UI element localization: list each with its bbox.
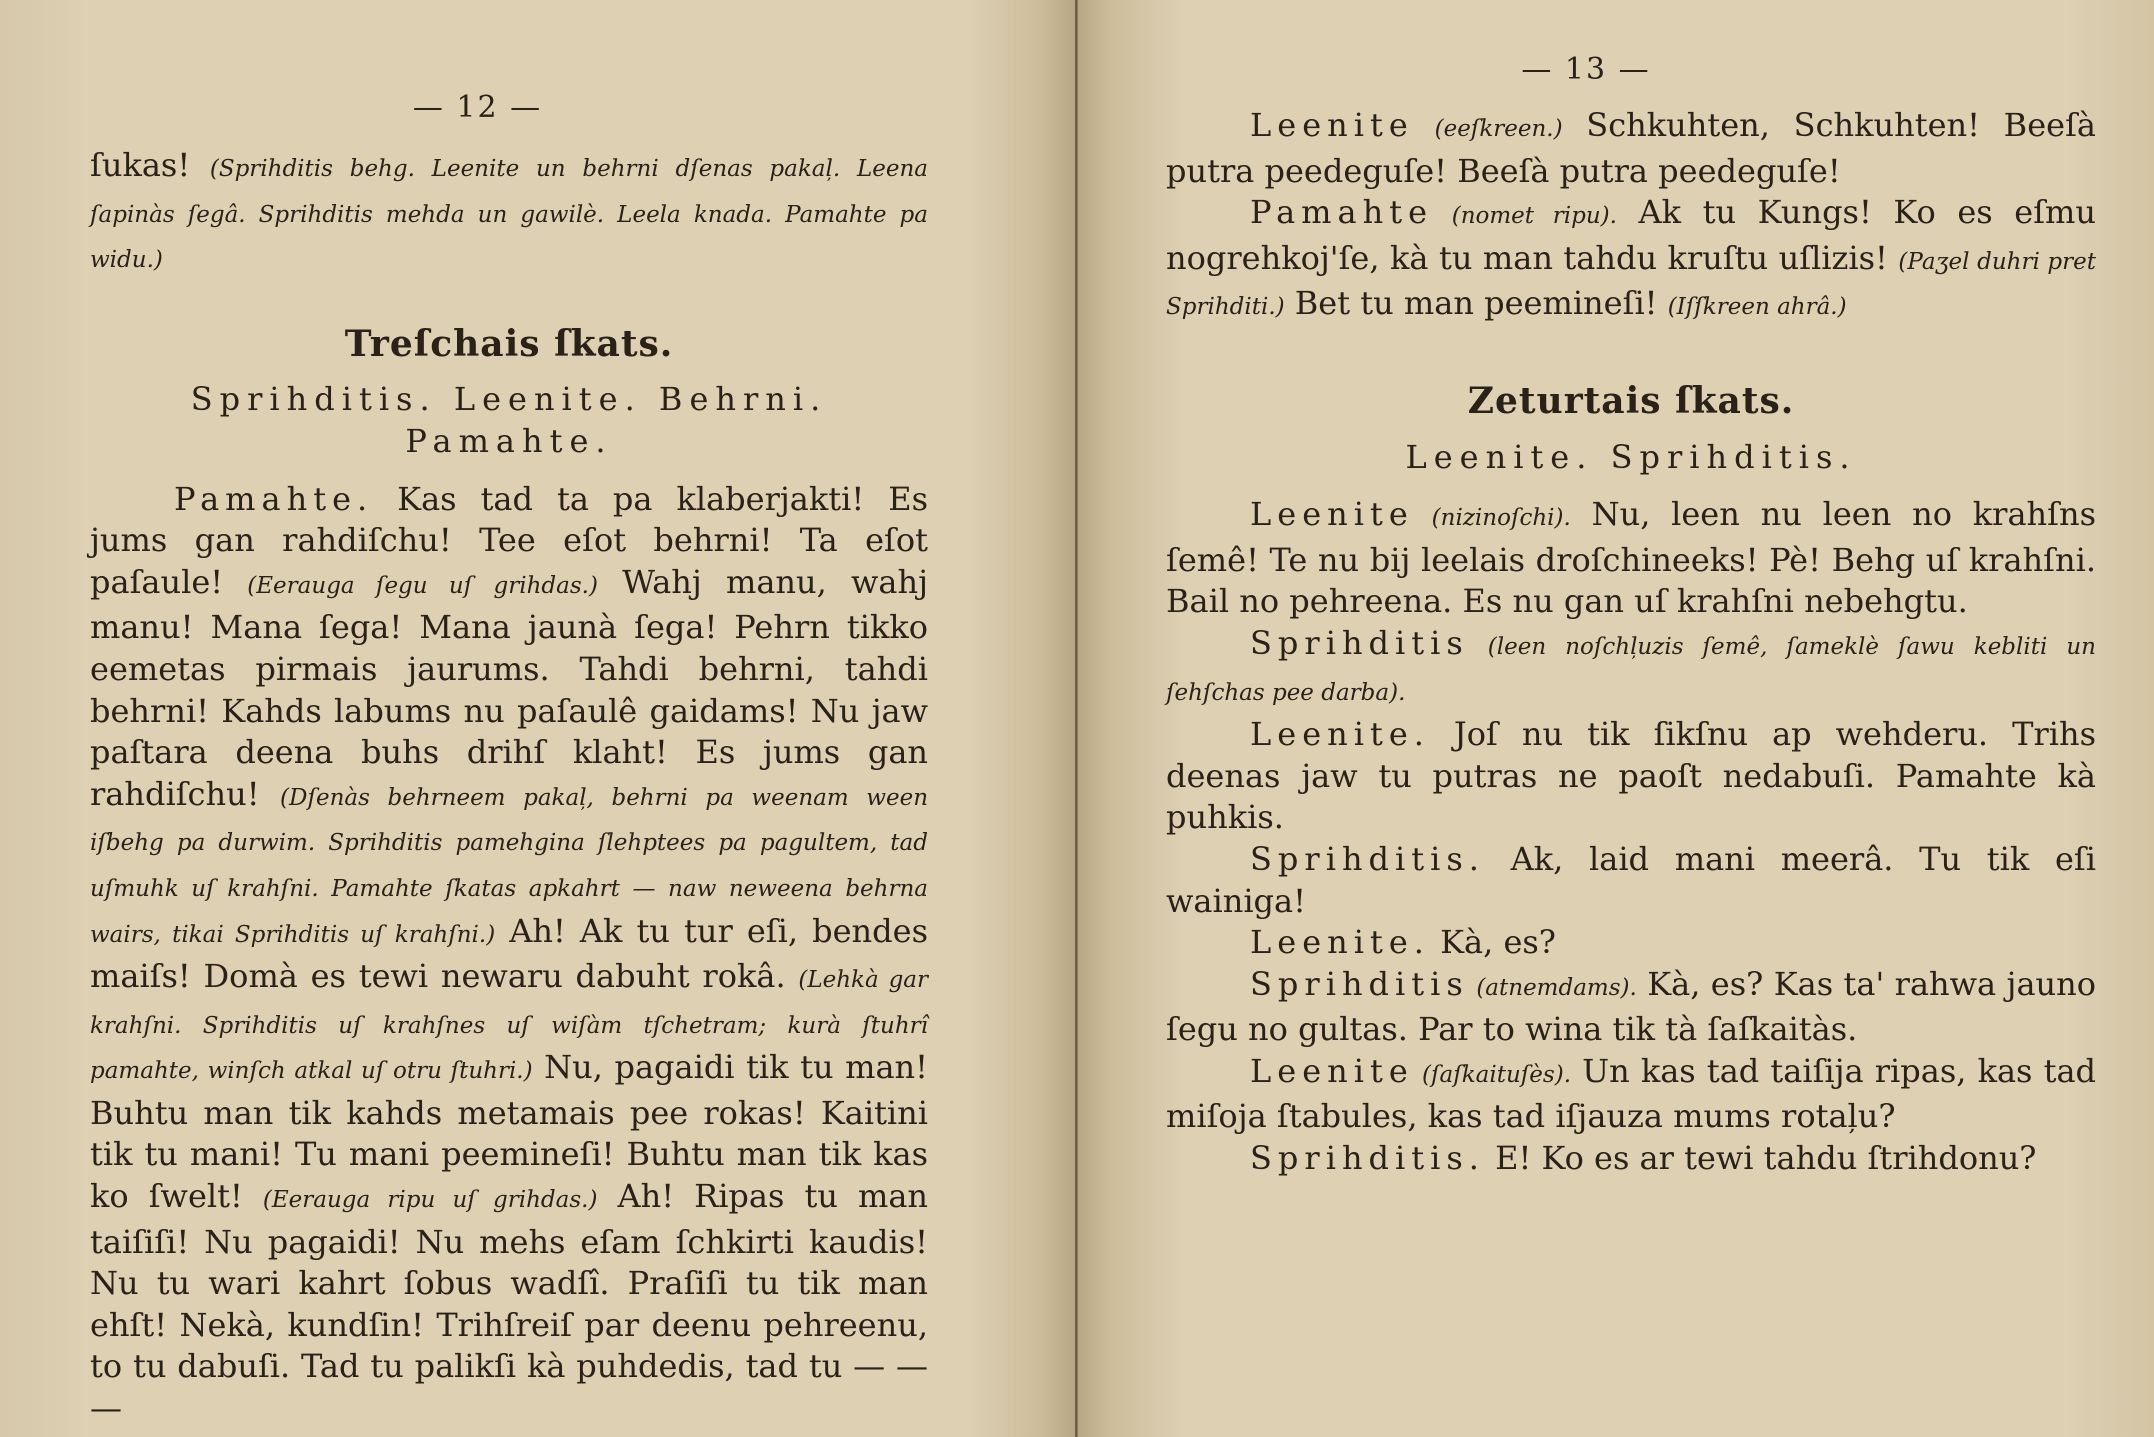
dialogue-text: Joſ nu tik ſikſnu ap wehderu. Trihs deenas jaw tu putras ne paoſt nedabuſi. Pamahte kà puhkis.: [1166, 715, 2096, 837]
cast-list: Sprihditis. Leenite. Behrni. Pamahte.: [190, 380, 828, 460]
paragraph: [90, 479, 928, 1430]
dialogue-text: Ak, laid mani meerâ. Tu tik eſi wainiga!: [1166, 839, 2096, 920]
stage-direction: (Eerauga ripu uſ grihdas.): [262, 1187, 598, 1214]
dialogue-text: Bet tu man peemineſi!: [1284, 284, 1668, 323]
paragraph: [1166, 714, 2096, 839]
dialogue-text: Kà, es?: [1429, 923, 1556, 962]
stage-direction: (eeſkreen.): [1413, 116, 1563, 142]
speaker-name: Pamahte: [1250, 193, 1433, 232]
paragraph: [90, 145, 928, 282]
stage-direction: (nizinoſchi).: [1413, 505, 1571, 532]
dialogue-text: Un kas tad taiſija ripas, kas tad miſoja ſtabules, kas tad iſjauza mums rotaļu?: [1166, 1051, 2097, 1136]
dialogue-text: Kà, es? Kas ta' rahwa jauno ſegu no gultas. Par to wina tik tà ſaſkaitàs.: [1166, 964, 2097, 1049]
paragraph: [1166, 1138, 2096, 1180]
paragraph: [1166, 105, 2096, 192]
speaker-name: Sprihditis: [1250, 623, 1469, 662]
stage-direction: (Iſſkreen ahrâ.): [1667, 294, 1847, 321]
dialogue-text: Ak tu Kungs! Ko es eſmu nogrehkoj'ſe, kà tu man tahdu kruſtu uſlizis!: [1166, 193, 2096, 277]
paragraph: [1166, 494, 2096, 623]
paragraph: [1166, 192, 2096, 329]
dialogue-text: Ah! Ripas tu man taiſiſi! Nu pagaidi! Nu mehs eſam ſchkirti kaudis! Nu tu wari kahrt ſobus wadſî. Praſiſi tu tik man ehſt! Nekà, kundſin! Trihſreiſ par deenu pehreenu, to tu dabuſi. Tad tu palikſi kà puhdedis, tad tu — — —: [90, 1177, 929, 1428]
paragraph: [1166, 623, 2096, 714]
stage-direction: (Lehkà gar krahſni. Sprihditis uſ krahſnes uſ wiſàm tſchetram; kurà ſtuhrî pamahte, winſch atkal uſ otru ſtuhri.): [90, 967, 929, 1085]
scene-heading: Treſchais ſkats.: [344, 322, 674, 365]
speaker-name: Leenite: [1250, 1051, 1414, 1090]
cast-list: Leenite. Sprihditis.: [1405, 437, 1857, 476]
speaker-name: Sprihditis.: [1250, 839, 1485, 878]
speaker-name: Sprihditis: [1250, 964, 1469, 1003]
speaker-name: Leenite: [1250, 106, 1414, 144]
paragraph: [1166, 1051, 2096, 1138]
dialogue-text: Wahj manu, wahj manu! Mana ſega! Mana jaunà ſega! Pehrn tikko eemetas pirmais jaurums. Tahdi behrni, tahdi behrni! Kahds labums nu paſaulê gaidams! Nu jaw paſtara deena buhs drihſ klaht! Es jums gan rahdiſchu!: [90, 562, 928, 813]
stage-direction: (ſaſkaituſès).: [1413, 1061, 1572, 1088]
speaker-name: Leenite.: [1250, 923, 1430, 962]
page-number: — 13 —: [1521, 52, 1651, 87]
page-body: [90, 145, 928, 1430]
dialogue-text: Nu, pagaidi tik tu man! Buhtu man tik kahds metamais pee rokas! Kaitini tik tu mani! Tu mani peemineſi! Buhtu man tik kas ko ſwelt!: [90, 1048, 928, 1216]
speaker-name: Leenite.: [1250, 715, 1430, 754]
page-body: [1166, 105, 2096, 1180]
paragraph: [1166, 922, 2096, 964]
dialogue-text: Kas tad ta pa klaberjakti! Es jums gan rahdiſchu! Tee eſot behrni! Ta eſot paſaule!: [90, 479, 928, 601]
stage-direction: (Dſenàs behrneem pakaļ, behrni pa weenam ween iſbehg pa durwim. Sprihditis pamehgina ſlehptees pa pagultem, tad uſmuhk uſ krahſni. Pamahte ſkatas apkahrt — naw neweena behrna wairs, tikai Sprihditis uſ krahſni.): [90, 784, 929, 948]
paragraph: [1166, 839, 2096, 922]
stage-direction: (atnemdams).: [1468, 974, 1637, 1001]
speaker-name: Pamahte.: [174, 479, 374, 518]
speaker-name: Sprihditis.: [1250, 1139, 1485, 1178]
dialogue-text: Nu, leen nu leen no krahſns ſemê! Te nu bij leelais droſchineeks! Pè! Behg uſ krahſni. Bail no pehreena. Es nu gan uſ krahſni nebehgtu.: [1166, 495, 2097, 621]
dialogue-text: E! Ko es ar tewi tahdu ſtrihdonu?: [1484, 1139, 2037, 1178]
dialogue-text: Ah! Ak tu tur eſi, bendes maiſs! Domà es tewi newaru dabuht rokâ.: [90, 911, 928, 996]
paragraph: [1166, 964, 2096, 1051]
dialogue-text: Schkuhten, Schkuhten! Beeſà putra peedeguſe! Beeſà putra peedeguſe!: [1166, 106, 2096, 190]
stage-direction: (Eerauga ſegu uſ grihdas.): [247, 572, 598, 599]
right-page: [1077, 0, 2154, 1437]
scene-heading: Zeturtais ſkats.: [1467, 379, 1795, 422]
stage-direction: (Paʒel duhri pret Sprihditi.): [1166, 248, 2096, 321]
speaker-name: Leenite: [1250, 495, 1414, 534]
stage-direction: (leen noſchļuzis ſemê, ſameklè ſawu kebliti un ſehſchas pee darba).: [1166, 633, 2096, 706]
dialogue-text: ſukas!: [90, 146, 210, 184]
stage-direction: (nomet ripu).: [1433, 203, 1617, 230]
stage-direction: (Sprihditis behg. Leenite un behrni dſenas pakaļ. Leena ſapinàs ſegâ. Sprihditis mehda un gawilè. Leela knada. Pamahte pa widu.): [90, 156, 928, 274]
page-number: — 12 —: [412, 90, 543, 125]
